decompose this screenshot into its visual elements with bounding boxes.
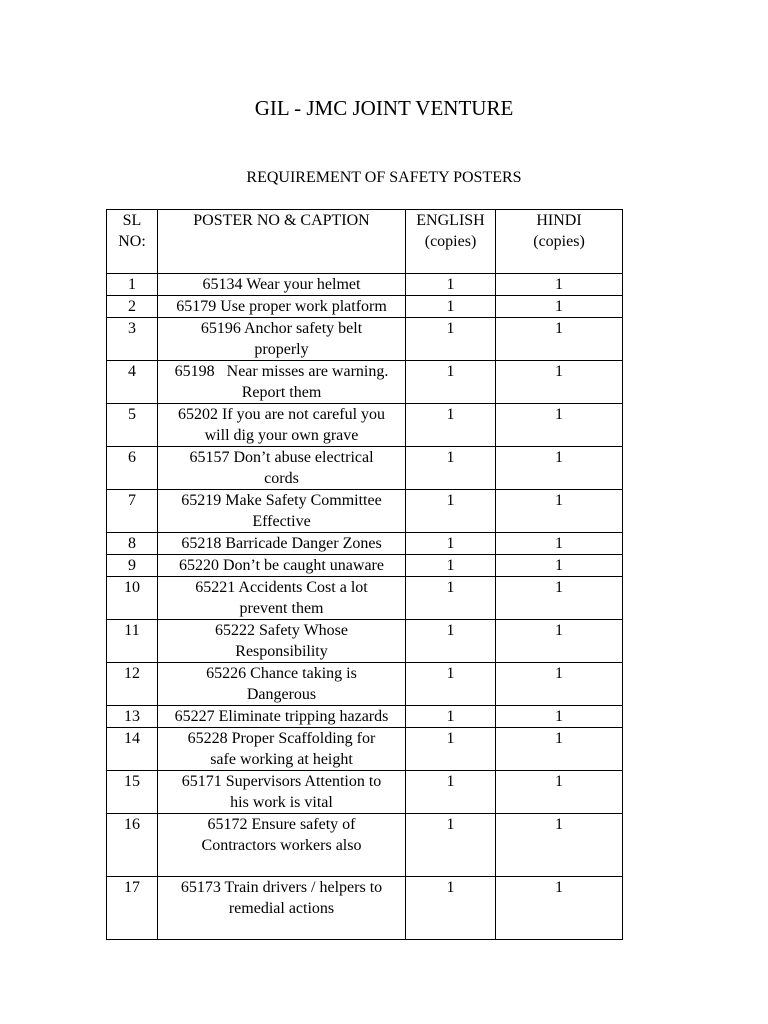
caption-line-1: 65157 Don’t abuse electrical bbox=[189, 449, 374, 466]
header-english-line2: (copies) bbox=[424, 233, 477, 250]
header-english-line1: ENGLISH bbox=[416, 212, 485, 229]
caption-line-1: 65196 Anchor safety belt bbox=[200, 320, 363, 337]
sl-no-cell: 14 bbox=[107, 728, 158, 771]
table-row bbox=[107, 620, 623, 663]
english-copies-cell: 1 bbox=[406, 577, 496, 620]
sl-no-cell: 5 bbox=[107, 404, 158, 447]
caption-line-2: Dangerous bbox=[246, 686, 317, 703]
header-poster-label: POSTER NO & CAPTION bbox=[193, 212, 370, 229]
caption-line-1: 65202 If you are not careful you bbox=[177, 406, 386, 423]
table-row bbox=[107, 663, 623, 706]
sl-no-cell: 12 bbox=[107, 663, 158, 706]
caption-line-1: 65171 Supervisors Attention to bbox=[181, 773, 382, 790]
hindi-copies-cell: 1 bbox=[496, 706, 623, 728]
sl-no-cell: 3 bbox=[107, 318, 158, 361]
caption-line-1: 65220 Don’t be caught unaware bbox=[179, 557, 384, 574]
poster-caption-cell bbox=[158, 663, 406, 706]
english-copies-cell: 1 bbox=[406, 318, 496, 361]
sl-no-cell: 6 bbox=[107, 447, 158, 490]
header-poster-caption bbox=[158, 210, 406, 274]
poster-caption-cell bbox=[158, 555, 406, 577]
caption-line-1: 65227 Eliminate tripping hazards bbox=[174, 708, 389, 725]
document-title: GIL - JMC JOINT VENTURE bbox=[254, 96, 514, 120]
table-row bbox=[107, 555, 623, 577]
poster-caption-cell bbox=[158, 533, 406, 555]
poster-caption-cell bbox=[158, 296, 406, 318]
english-copies-cell: 1 bbox=[406, 533, 496, 555]
table-row bbox=[107, 533, 623, 555]
english-copies-cell: 1 bbox=[406, 490, 496, 533]
caption-line-2: his work is vital bbox=[230, 794, 333, 811]
sl-no-cell: 2 bbox=[107, 296, 158, 318]
sl-no-cell: 1 bbox=[107, 274, 158, 296]
table-row bbox=[107, 296, 623, 318]
sl-no-cell: 17 bbox=[107, 877, 158, 940]
hindi-copies-cell: 1 bbox=[496, 318, 623, 361]
caption-line-1: 65222 Safety Whose bbox=[214, 622, 348, 639]
sl-no-cell: 10 bbox=[107, 577, 158, 620]
poster-caption-cell bbox=[158, 447, 406, 490]
caption-line-1: 65228 Proper Scaffolding for bbox=[187, 730, 376, 747]
hindi-copies-cell: 1 bbox=[496, 361, 623, 404]
hindi-copies-cell: 1 bbox=[496, 296, 623, 318]
caption-line-2: Contractors workers also bbox=[201, 837, 362, 854]
caption-line-2: Responsibility bbox=[235, 643, 328, 660]
header-english bbox=[406, 210, 496, 274]
caption-line-2: safe working at height bbox=[210, 751, 353, 768]
table-row bbox=[107, 447, 623, 490]
poster-caption-cell bbox=[158, 814, 406, 877]
document-subtitle: REQUIREMENT OF SAFETY POSTERS bbox=[246, 169, 522, 186]
caption-line-1: 65226 Chance taking is bbox=[206, 665, 357, 682]
hindi-copies-cell: 1 bbox=[496, 728, 623, 771]
caption-line-1: 65198 Near misses are warning. bbox=[174, 363, 389, 380]
caption-line-1: 65218 Barricade Danger Zones bbox=[181, 535, 382, 552]
sl-no-cell: 8 bbox=[107, 533, 158, 555]
english-copies-cell: 1 bbox=[406, 728, 496, 771]
hindi-copies-cell: 1 bbox=[496, 404, 623, 447]
caption-line-2: properly bbox=[254, 341, 309, 358]
table-row bbox=[107, 771, 623, 814]
poster-caption-cell bbox=[158, 728, 406, 771]
english-copies-cell: 1 bbox=[406, 404, 496, 447]
poster-caption-cell bbox=[158, 877, 406, 940]
sl-no-cell: 9 bbox=[107, 555, 158, 577]
table-row bbox=[107, 274, 623, 296]
english-copies-cell: 1 bbox=[406, 296, 496, 318]
caption-line-1: 65219 Make Safety Committee bbox=[181, 492, 382, 509]
poster-caption-cell bbox=[158, 771, 406, 814]
caption-line-2: remedial actions bbox=[228, 900, 335, 917]
caption-line-2: will dig your own grave bbox=[204, 427, 359, 444]
sl-no-cell: 4 bbox=[107, 361, 158, 404]
hindi-copies-cell: 1 bbox=[496, 620, 623, 663]
hindi-copies-cell: 1 bbox=[496, 577, 623, 620]
english-copies-cell: 1 bbox=[406, 361, 496, 404]
poster-caption-cell bbox=[158, 706, 406, 728]
table-row bbox=[107, 877, 623, 940]
english-copies-cell: 1 bbox=[406, 620, 496, 663]
caption-line-1: 65221 Accidents Cost a lot bbox=[195, 579, 368, 596]
caption-line-1: 65172 Ensure safety of bbox=[207, 816, 356, 833]
poster-caption-cell bbox=[158, 620, 406, 663]
hindi-copies-cell: 1 bbox=[496, 814, 623, 877]
english-copies-cell: 1 bbox=[406, 814, 496, 877]
header-sl-no bbox=[107, 210, 158, 274]
header-sl-line1: SL bbox=[122, 212, 142, 229]
sl-no-cell: 13 bbox=[107, 706, 158, 728]
english-copies-cell: 1 bbox=[406, 663, 496, 706]
hindi-copies-cell: 1 bbox=[496, 490, 623, 533]
poster-caption-cell bbox=[158, 490, 406, 533]
english-copies-cell: 1 bbox=[406, 274, 496, 296]
english-copies-cell: 1 bbox=[406, 877, 496, 940]
header-hindi bbox=[496, 210, 623, 274]
hindi-copies-cell: 1 bbox=[496, 771, 623, 814]
header-hindi-line1: HINDI bbox=[536, 212, 582, 229]
hindi-copies-cell: 1 bbox=[496, 533, 623, 555]
poster-caption-cell bbox=[158, 404, 406, 447]
sl-no-cell: 16 bbox=[107, 814, 158, 877]
header-sl-line2: NO: bbox=[118, 233, 146, 250]
caption-line-2: prevent them bbox=[239, 600, 324, 617]
caption-line-1: 65173 Train drivers / helpers to bbox=[180, 879, 383, 896]
poster-caption-cell bbox=[158, 318, 406, 361]
caption-line-2: Report them bbox=[241, 384, 322, 401]
caption-line-1: 65179 Use proper work platform bbox=[176, 298, 387, 315]
hindi-copies-cell: 1 bbox=[496, 447, 623, 490]
table-row bbox=[107, 728, 623, 771]
poster-caption-cell bbox=[158, 274, 406, 296]
header-hindi-line2: (copies) bbox=[533, 233, 585, 250]
safety-posters-table bbox=[106, 209, 623, 940]
poster-caption-cell bbox=[158, 577, 406, 620]
caption-line-2: Effective bbox=[252, 513, 311, 530]
table-row bbox=[107, 706, 623, 728]
sl-no-cell: 7 bbox=[107, 490, 158, 533]
english-copies-cell: 1 bbox=[406, 706, 496, 728]
english-copies-cell: 1 bbox=[406, 771, 496, 814]
table-row bbox=[107, 361, 623, 404]
table-row bbox=[107, 814, 623, 877]
table-row bbox=[107, 318, 623, 361]
table-header-row bbox=[107, 210, 623, 274]
sl-no-cell: 11 bbox=[107, 620, 158, 663]
hindi-copies-cell: 1 bbox=[496, 663, 623, 706]
sl-no-cell: 15 bbox=[107, 771, 158, 814]
english-copies-cell: 1 bbox=[406, 447, 496, 490]
poster-caption-cell bbox=[158, 361, 406, 404]
caption-line-2: cords bbox=[264, 470, 299, 487]
english-copies-cell: 1 bbox=[406, 555, 496, 577]
table-row bbox=[107, 490, 623, 533]
hindi-copies-cell: 1 bbox=[496, 274, 623, 296]
table-row bbox=[107, 404, 623, 447]
hindi-copies-cell: 1 bbox=[496, 555, 623, 577]
table-row bbox=[107, 577, 623, 620]
caption-line-1: 65134 Wear your helmet bbox=[202, 276, 361, 293]
hindi-copies-cell: 1 bbox=[496, 877, 623, 940]
